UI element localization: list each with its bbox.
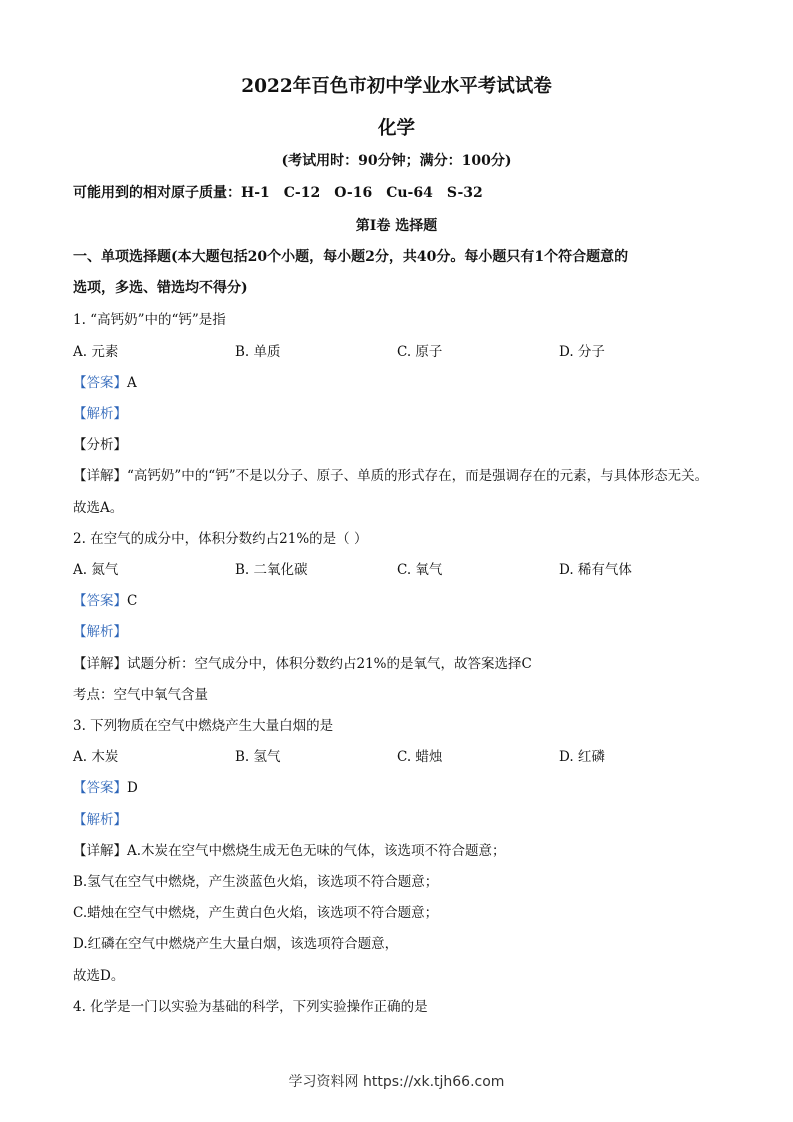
detail-text: 试题分析：空气成分中，体积分数约占21%的是氧气，故答案选择C (127, 656, 532, 672)
question-2-detail (73, 652, 532, 672)
question-2-option-a: A. 氮气 (73, 562, 119, 578)
answer-label: 【答案】 (73, 593, 127, 609)
detail-label: 【详解】 (73, 468, 127, 484)
answer-label: 【答案】 (73, 780, 127, 796)
question-2-analysis-label: 【解析】 (73, 624, 127, 640)
question-3-answer (73, 776, 138, 796)
page-footer: 学习资料网 https://xk.tjh66.com (288, 1074, 505, 1090)
part-instructions-line2: 选项，多选、错选均不得分) (73, 280, 248, 296)
detail-text: “高钙奶”中的“钙”不是以分子、原子、单质的形式存在，而是强调存在的元素，与具体形态无关。 (127, 468, 709, 484)
question-1-analysis-label: 【解析】 (73, 406, 127, 422)
detail-label: 【详解】 (73, 656, 127, 672)
answer-value: D (127, 780, 138, 796)
question-2-option-b: B. 二氧化碳 (235, 562, 308, 578)
answer-value: A (127, 375, 137, 391)
question-3-option-d: D. 红磷 (559, 749, 605, 765)
question-2-option-d: D. 稀有气体 (559, 562, 632, 578)
question-3-stem: 3. 下列物质在空气中燃烧产生大量白烟的是 (73, 718, 334, 734)
question-1-option-d: D. 分子 (559, 344, 605, 360)
question-1-answer (73, 371, 137, 391)
detail-label: 【详解】 (73, 843, 127, 859)
question-3-option-b: B. 氢气 (235, 749, 281, 765)
question-1-detail (73, 464, 708, 484)
question-2-extra: 考点：空气中氧气含量 (73, 687, 208, 703)
question-3-detail (73, 839, 506, 859)
question-1-stem: 1. “高钙奶”中的“钙”是指 (73, 312, 226, 328)
part-instructions-line1: 一、单项选择题(本大题包括20个小题，每小题2分，共40分。每小题只有1个符合题意的 (73, 249, 629, 265)
answer-value: C (127, 593, 138, 609)
volume-heading: 第Ⅰ卷 选择题 (355, 218, 438, 234)
question-1-option-c: C. 原子 (397, 344, 443, 360)
detail-text: A.木炭在空气中燃烧生成无色无味的气体，该选项不符合题意； (127, 843, 506, 859)
question-3-option-c: C. 蜡烛 (397, 749, 443, 765)
question-4-stem: 4. 化学是一门以实验为基础的科学，下列实验操作正确的是 (73, 999, 428, 1015)
exam-subject: 化学 (377, 118, 415, 139)
question-3-detail-line-c: C.蜡烛在空气中燃烧，产生黄白色火焰，该选项不符合题意； (73, 905, 439, 921)
atomic-mass-info: 可能用到的相对原子质量：H-1 C-12 O-16 Cu-64 S-32 (73, 185, 483, 201)
question-3-detail-line-d: D.红磷在空气中燃烧产生大量白烟，该选项符合题意， (73, 936, 399, 952)
question-3-detail-line-b: B.氢气在空气中燃烧，产生淡蓝色火焰，该选项不符合题意； (73, 874, 439, 890)
question-3-conclusion: 故选D。 (73, 968, 125, 984)
question-1-fenxi-label: 【分析】 (73, 437, 127, 453)
question-2-answer (73, 589, 137, 609)
question-2-option-c: C. 氧气 (397, 562, 443, 578)
exam-time-info: (考试用时：90分钟；满分：100分) (281, 153, 512, 169)
exam-title: 2022年百色市初中学业水平考试试卷 (241, 76, 552, 97)
question-3-option-a: A. 木炭 (73, 749, 119, 765)
answer-label: 【答案】 (73, 375, 127, 391)
question-1-conclusion: 故选A。 (73, 500, 124, 516)
question-3-analysis-label: 【解析】 (73, 812, 127, 828)
question-1-option-a: A. 元素 (73, 344, 119, 360)
question-2-stem: 2. 在空气的成分中，体积分数约占21%的是（ ） (73, 531, 368, 547)
question-1-option-b: B. 单质 (235, 344, 281, 360)
